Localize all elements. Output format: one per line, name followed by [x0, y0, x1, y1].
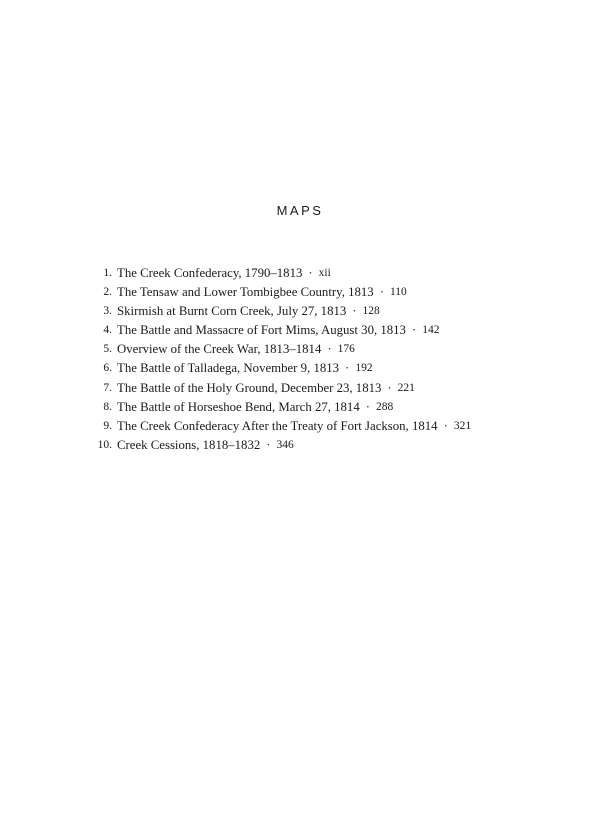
entry-page-number: 128 — [362, 305, 380, 318]
entry-separator: · — [352, 304, 357, 319]
entry-title: The Creek Confederacy, 1790–1813 — [117, 266, 303, 280]
entry-page-number: 176 — [337, 343, 355, 356]
entry-separator: · — [365, 399, 370, 414]
entry-number: 6. — [103, 362, 112, 375]
list-item — [88, 379, 568, 398]
entry-page-number: 321 — [453, 419, 472, 432]
page-heading: MAPS — [276, 203, 324, 218]
entry-number: 4. — [103, 324, 112, 337]
entry-number: 8. — [103, 400, 112, 413]
entry-separator: · — [379, 285, 384, 300]
entry-separator: · — [327, 342, 332, 357]
entry-title: The Tensaw and Lower Tombigbee Country, 1813 — [117, 285, 374, 300]
list-item — [88, 264, 568, 283]
entry-page-number: 110 — [389, 286, 407, 299]
entry-separator: · — [387, 380, 392, 395]
list-item — [88, 398, 568, 417]
entry-separator: · — [411, 323, 417, 338]
list-item — [88, 417, 568, 436]
entry-number: 3. — [103, 305, 112, 318]
entry-number: 10. — [97, 438, 112, 451]
list-item — [88, 359, 568, 378]
entry-page-number: xii — [318, 267, 331, 279]
entry-page-number: 142 — [422, 324, 440, 337]
entry-title: Creek Cessions, 1818–1832 — [117, 437, 261, 452]
list-item — [88, 283, 568, 302]
entry-title: Overview of the Creek War, 1813–1814 — [117, 342, 322, 357]
entry-page-number: 288 — [376, 400, 394, 413]
entry-number: 1. — [103, 267, 112, 279]
entry-separator: · — [308, 266, 313, 280]
entry-number: 7. — [103, 381, 112, 394]
entry-number: 9. — [103, 419, 112, 432]
list-item — [88, 436, 568, 455]
entry-page-number: 192 — [355, 362, 373, 375]
list-item — [88, 321, 568, 340]
entry-number: 5. — [103, 343, 112, 356]
list-item — [88, 340, 568, 359]
maps-list — [88, 264, 568, 455]
entry-title: The Battle of Horseshoe Bend, March 27, 1814 — [117, 399, 360, 414]
entry-separator: · — [443, 418, 448, 433]
entry-number: 2. — [103, 286, 112, 299]
entry-title: The Battle of the Holy Ground, December 23, 1813 — [117, 380, 382, 395]
entry-title: The Battle of Talladega, November 9, 1813 — [117, 361, 340, 376]
entry-title: The Creek Confederacy After the Treaty of Fort Jackson, 1814 — [117, 418, 438, 433]
list-item — [88, 302, 568, 321]
entry-separator: · — [345, 361, 350, 376]
entry-title: Skirmish at Burnt Corn Creek, July 27, 1813 — [117, 304, 347, 319]
entry-separator: · — [266, 437, 271, 452]
entry-page-number: 346 — [276, 438, 294, 451]
entry-page-number: 221 — [397, 381, 415, 394]
entry-title: The Battle and Massacre of Fort Mims, August 30, 1813 — [117, 323, 406, 338]
